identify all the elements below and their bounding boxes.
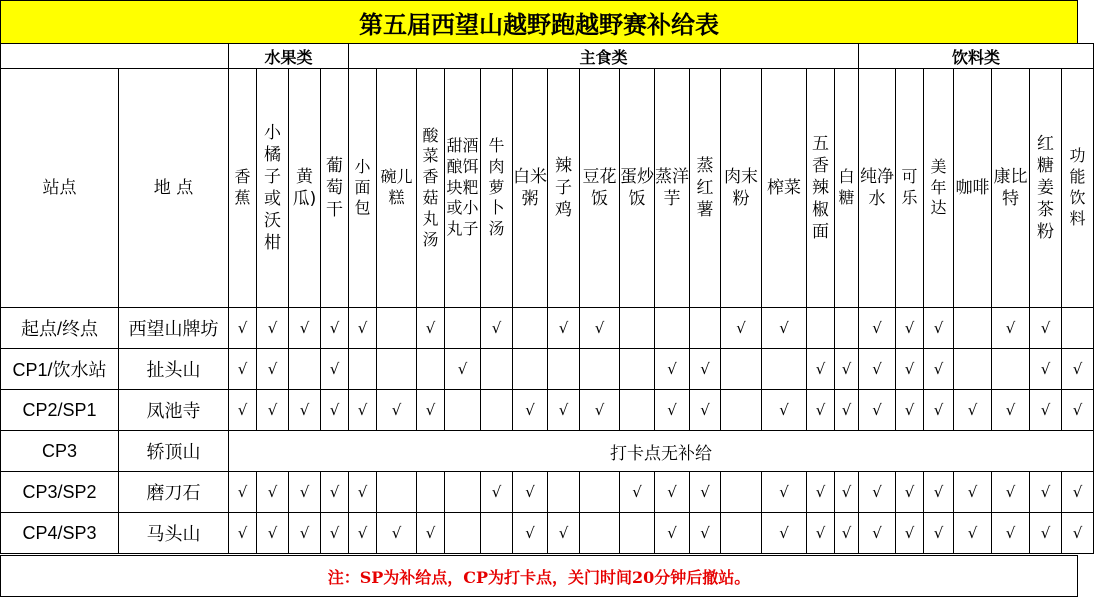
check-mark: √ — [289, 390, 321, 431]
check-mark: √ — [992, 390, 1030, 431]
empty-cell — [620, 513, 655, 554]
group-1-header: 主食类 — [349, 44, 859, 69]
empty-cell — [721, 472, 762, 513]
check-mark: √ — [721, 308, 762, 349]
place-cell: 凤池寺 — [119, 390, 229, 431]
check-mark: √ — [807, 390, 835, 431]
item-header-10: 辣子鸡 — [548, 69, 580, 308]
table-row — [1, 513, 1094, 554]
item-header-2: 黄瓜) — [289, 69, 321, 308]
check-mark: √ — [1030, 390, 1062, 431]
check-mark: √ — [924, 513, 954, 554]
empty-cell — [445, 390, 481, 431]
empty-cell — [1062, 308, 1094, 349]
check-mark: √ — [289, 472, 321, 513]
empty-cell — [992, 349, 1030, 390]
empty-cell — [445, 308, 481, 349]
item-header-4: 小面包 — [349, 69, 377, 308]
item-header-22: 咖啡 — [954, 69, 992, 308]
check-mark: √ — [513, 390, 548, 431]
check-mark: √ — [1062, 349, 1094, 390]
station-cell: CP3 — [1, 431, 119, 472]
empty-cell — [954, 308, 992, 349]
empty-cell — [513, 308, 548, 349]
check-mark: √ — [924, 390, 954, 431]
check-mark: √ — [690, 349, 721, 390]
station-cell: CP1/饮水站 — [1, 349, 119, 390]
check-mark: √ — [896, 513, 924, 554]
empty-cell — [481, 349, 513, 390]
check-mark: √ — [417, 308, 445, 349]
check-mark: √ — [690, 390, 721, 431]
empty-cell — [620, 308, 655, 349]
check-mark: √ — [896, 349, 924, 390]
item-header-18: 白糖 — [835, 69, 859, 308]
station-cell: CP4/SP3 — [1, 513, 119, 554]
item-header-21: 美年达 — [924, 69, 954, 308]
check-mark: √ — [924, 349, 954, 390]
check-mark: √ — [1030, 472, 1062, 513]
check-mark: √ — [762, 472, 807, 513]
table-row — [1, 349, 1094, 390]
empty-cell — [835, 308, 859, 349]
item-header-17: 五香辣椒面 — [807, 69, 835, 308]
empty-cell — [445, 513, 481, 554]
empty-cell — [580, 513, 620, 554]
item-header-23: 康比特 — [992, 69, 1030, 308]
empty-cell — [762, 349, 807, 390]
station-cell: CP2/SP1 — [1, 390, 119, 431]
empty-cell — [954, 349, 992, 390]
check-mark: √ — [835, 349, 859, 390]
item-header-20: 可乐 — [896, 69, 924, 308]
item-header-9: 白米粥 — [513, 69, 548, 308]
check-mark: √ — [580, 308, 620, 349]
check-mark: √ — [289, 308, 321, 349]
check-mark: √ — [229, 472, 257, 513]
station-column-header: 站点 — [1, 69, 119, 308]
check-mark: √ — [548, 513, 580, 554]
check-mark: √ — [481, 308, 513, 349]
empty-cell — [721, 349, 762, 390]
empty-cell — [548, 472, 580, 513]
empty-cell — [690, 308, 721, 349]
empty-cell — [289, 349, 321, 390]
check-mark: √ — [835, 390, 859, 431]
check-mark: √ — [992, 308, 1030, 349]
check-mark: √ — [762, 390, 807, 431]
check-mark: √ — [655, 349, 690, 390]
station-cell: CP3/SP2 — [1, 472, 119, 513]
check-mark: √ — [229, 349, 257, 390]
item-header-8: 牛肉萝卜汤 — [481, 69, 513, 308]
check-mark: √ — [954, 390, 992, 431]
check-mark: √ — [762, 308, 807, 349]
item-header-3: 葡萄干 — [321, 69, 349, 308]
empty-cell — [349, 349, 377, 390]
place-cell: 西望山牌坊 — [119, 308, 229, 349]
check-mark: √ — [349, 513, 377, 554]
check-mark: √ — [924, 472, 954, 513]
item-header-15: 肉末粉 — [721, 69, 762, 308]
item-header-7: 甜酒酿饵块粑或小丸子 — [445, 69, 481, 308]
check-mark: √ — [1030, 308, 1062, 349]
check-mark: √ — [896, 472, 924, 513]
check-mark: √ — [1030, 513, 1062, 554]
check-mark: √ — [257, 349, 289, 390]
empty-cell — [513, 349, 548, 390]
table-row — [1, 431, 1094, 472]
station-cell: 起点/终点 — [1, 308, 119, 349]
item-header-24: 红糖姜茶粉 — [1030, 69, 1062, 308]
check-mark: √ — [580, 390, 620, 431]
empty-cell — [548, 349, 580, 390]
table-title: 第五届西望山越野跑越野赛补给表 — [0, 0, 1078, 44]
check-mark: √ — [859, 390, 896, 431]
check-mark: √ — [655, 513, 690, 554]
item-header-6: 酸菜香菇丸汤 — [417, 69, 445, 308]
item-header-19: 纯净水 — [859, 69, 896, 308]
check-mark: √ — [954, 472, 992, 513]
check-mark: √ — [349, 472, 377, 513]
check-mark: √ — [377, 390, 417, 431]
check-mark: √ — [1062, 390, 1094, 431]
check-mark: √ — [321, 513, 349, 554]
place-cell: 扯头山 — [119, 349, 229, 390]
check-mark: √ — [229, 390, 257, 431]
table-row — [1, 472, 1094, 513]
check-mark: √ — [1062, 513, 1094, 554]
group-header-row — [1, 44, 1094, 69]
empty-cell — [655, 308, 690, 349]
check-mark: √ — [257, 472, 289, 513]
check-mark: √ — [924, 308, 954, 349]
item-header-14: 蒸红薯 — [690, 69, 721, 308]
check-mark: √ — [859, 513, 896, 554]
check-mark: √ — [954, 513, 992, 554]
footnote: 注：SP为补给点，CP为打卡点，关门时间20分钟后撤站。 — [0, 555, 1078, 597]
check-mark: √ — [690, 472, 721, 513]
check-mark: √ — [1062, 472, 1094, 513]
empty-cell — [377, 349, 417, 390]
check-mark: √ — [257, 390, 289, 431]
check-mark: √ — [257, 513, 289, 554]
check-mark: √ — [835, 513, 859, 554]
check-mark: √ — [377, 513, 417, 554]
empty-cell — [417, 472, 445, 513]
place-cell: 轿顶山 — [119, 431, 229, 472]
table-row — [1, 308, 1094, 349]
empty-cell — [807, 308, 835, 349]
item-header-25: 功能饮料 — [1062, 69, 1094, 308]
check-mark: √ — [859, 472, 896, 513]
item-header-13: 蒸洋芋 — [655, 69, 690, 308]
check-mark: √ — [321, 390, 349, 431]
empty-cell — [377, 308, 417, 349]
check-mark: √ — [445, 349, 481, 390]
empty-cell — [580, 349, 620, 390]
place-cell: 马头山 — [119, 513, 229, 554]
check-mark: √ — [321, 349, 349, 390]
item-header-row — [1, 69, 1094, 308]
empty-cell — [481, 513, 513, 554]
check-mark: √ — [481, 472, 513, 513]
check-mark: √ — [513, 513, 548, 554]
check-mark: √ — [807, 513, 835, 554]
place-cell: 磨刀石 — [119, 472, 229, 513]
item-header-1: 小橘子或沃柑 — [257, 69, 289, 308]
item-header-0: 香蕉 — [229, 69, 257, 308]
check-mark: √ — [620, 472, 655, 513]
table-row — [1, 390, 1094, 431]
check-mark: √ — [321, 472, 349, 513]
check-mark: √ — [655, 390, 690, 431]
check-mark: √ — [257, 308, 289, 349]
item-header-5: 碗儿糕 — [377, 69, 417, 308]
check-mark: √ — [859, 308, 896, 349]
empty-cell — [445, 472, 481, 513]
item-header-12: 蛋炒饭 — [620, 69, 655, 308]
empty-cell — [580, 472, 620, 513]
item-header-11: 豆花饭 — [580, 69, 620, 308]
empty-cell — [417, 349, 445, 390]
empty-cell — [377, 472, 417, 513]
check-mark: √ — [321, 308, 349, 349]
no-supply-note: 打卡点无补给 — [229, 431, 1094, 472]
check-mark: √ — [896, 308, 924, 349]
check-mark: √ — [835, 472, 859, 513]
check-mark: √ — [548, 390, 580, 431]
empty-cell — [721, 390, 762, 431]
empty-cell — [620, 390, 655, 431]
check-mark: √ — [655, 472, 690, 513]
check-mark: √ — [1030, 349, 1062, 390]
check-mark: √ — [762, 513, 807, 554]
check-mark: √ — [229, 513, 257, 554]
check-mark: √ — [859, 349, 896, 390]
check-mark: √ — [690, 513, 721, 554]
check-mark: √ — [417, 513, 445, 554]
check-mark: √ — [417, 390, 445, 431]
check-mark: √ — [896, 390, 924, 431]
supply-table — [0, 43, 1094, 554]
check-mark: √ — [229, 308, 257, 349]
item-header-16: 榨菜 — [762, 69, 807, 308]
check-mark: √ — [807, 349, 835, 390]
group-0-header: 水果类 — [229, 44, 349, 69]
check-mark: √ — [349, 390, 377, 431]
check-mark: √ — [992, 472, 1030, 513]
check-mark: √ — [548, 308, 580, 349]
group-2-header: 饮料类 — [859, 44, 1094, 69]
check-mark: √ — [992, 513, 1030, 554]
corner-blank-cell — [1, 44, 229, 69]
empty-cell — [721, 513, 762, 554]
empty-cell — [481, 390, 513, 431]
check-mark: √ — [513, 472, 548, 513]
check-mark: √ — [807, 472, 835, 513]
check-mark: √ — [289, 513, 321, 554]
empty-cell — [620, 349, 655, 390]
check-mark: √ — [349, 308, 377, 349]
place-column-header: 地 点 — [119, 69, 229, 308]
